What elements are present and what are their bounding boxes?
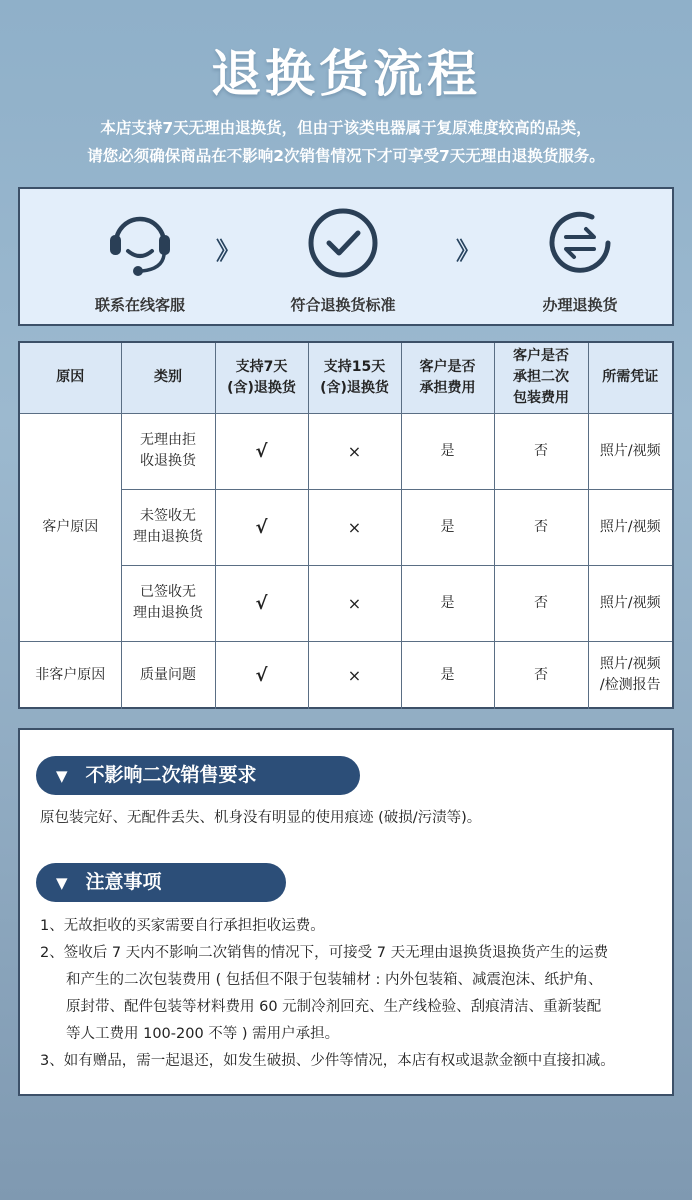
step-arrow-icon: 》 (456, 237, 480, 265)
list-item: 3、如有赠品，需一起退还，如发生破损、少件等情况，本店有权或退款金额中直接扣减。 (40, 1053, 615, 1069)
proof-cell: 照片/视频 (588, 565, 672, 641)
requirements-heading-text: 不影响二次销售要求 (85, 764, 257, 786)
headset-icon (102, 205, 178, 281)
list-item: 2、签收后 7 天内不影响二次销售的情况下，可接受 7 天无理由退换货退换货产生的运费 (40, 945, 609, 961)
proof-cell: 照片/视频 (588, 413, 672, 489)
step-label: 办理退换货 (542, 296, 618, 314)
cross-mark: × (308, 413, 401, 489)
fee-cell: 是 (401, 641, 494, 709)
requirements-heading (36, 756, 360, 795)
list-item: 1、无故拒收的买家需要自行承担拒收运费。 (40, 918, 325, 934)
check-mark: √ (215, 641, 308, 709)
step-contact-service (50, 205, 230, 315)
list-item-continuation: 和产生的二次包装费用 ( 包括但不限于包装辅材 : 内外包装箱、减震泡沫、纸护角、 (66, 972, 603, 988)
header-7day: 支持7天 (含)退换货 (215, 343, 308, 413)
cross-mark: × (308, 565, 401, 641)
step-meet-standard (253, 205, 433, 315)
table-header-row (20, 343, 672, 413)
return-policy-table (18, 341, 674, 709)
intro-line-1: 本店支持7天无理由退换货，但由于该类电器属于复原难度较高的品类， (100, 119, 592, 137)
packaging-fee-cell: 否 (494, 413, 588, 489)
triangle-down-icon: ▼ (56, 767, 68, 785)
step-arrow-icon: 》 (216, 237, 240, 265)
check-mark: √ (215, 565, 308, 641)
notes-list (40, 913, 665, 1075)
requirements-text: 原包装完好、无配件丢失、机身没有明显的使用痕迹 (破损/污渍等)。 (40, 810, 482, 826)
check-circle-icon (305, 205, 381, 281)
header-proof: 所需凭证 (588, 343, 672, 413)
triangle-down-icon: ▼ (56, 874, 68, 892)
proof-cell: 照片/视频 /检测报告 (588, 641, 672, 709)
intro-line-2: 请您必须确保商品在不影响2次销售情况下才可享受7天无理由退换货服务。 (87, 147, 605, 165)
proof-cell: 照片/视频 (588, 489, 672, 565)
header-15day: 支持15天 (含)退换货 (308, 343, 401, 413)
step-process-return (490, 205, 670, 315)
check-mark: √ (215, 489, 308, 565)
category-cell: 质量问题 (121, 641, 215, 709)
category-cell: 已签收无 理由退换货 (121, 565, 215, 641)
header-fee: 客户是否 承担费用 (401, 343, 494, 413)
packaging-fee-cell: 否 (494, 641, 588, 709)
process-steps (18, 187, 674, 326)
category-cell: 无理由拒 收退换货 (121, 413, 215, 489)
fee-cell: 是 (401, 413, 494, 489)
fee-cell: 是 (401, 489, 494, 565)
intro-text (0, 114, 692, 170)
check-mark: √ (215, 413, 308, 489)
header-reason: 原因 (20, 343, 121, 413)
table-row (20, 413, 672, 489)
reason-cell: 非客户原因 (20, 641, 121, 709)
notes-heading (36, 863, 286, 902)
step-label: 联系在线客服 (94, 296, 185, 314)
table-row (20, 641, 672, 709)
packaging-fee-cell: 否 (494, 489, 588, 565)
notes-panel (18, 728, 674, 1096)
cross-mark: × (308, 489, 401, 565)
exchange-arrows-icon (542, 205, 618, 281)
notes-heading-text: 注意事项 (85, 871, 162, 893)
header-category: 类别 (121, 343, 215, 413)
packaging-fee-cell: 否 (494, 565, 588, 641)
fee-cell: 是 (401, 565, 494, 641)
reason-cell: 客户原因 (20, 413, 121, 641)
list-item-continuation: 原封带、配件包装等材料费用 60 元制冷剂回充、生产线检验、刮痕清洁、重新装配 (66, 999, 602, 1015)
header-packaging-fee: 客户是否 承担二次 包装费用 (494, 343, 588, 413)
step-label: 符合退换货标准 (290, 296, 396, 314)
cross-mark: × (308, 641, 401, 709)
page-title: 退换货流程 (211, 45, 481, 103)
category-cell: 未签收无 理由退换货 (121, 489, 215, 565)
list-item-continuation: 等人工费用 100-200 不等 ) 需用户承担。 (66, 1026, 340, 1042)
